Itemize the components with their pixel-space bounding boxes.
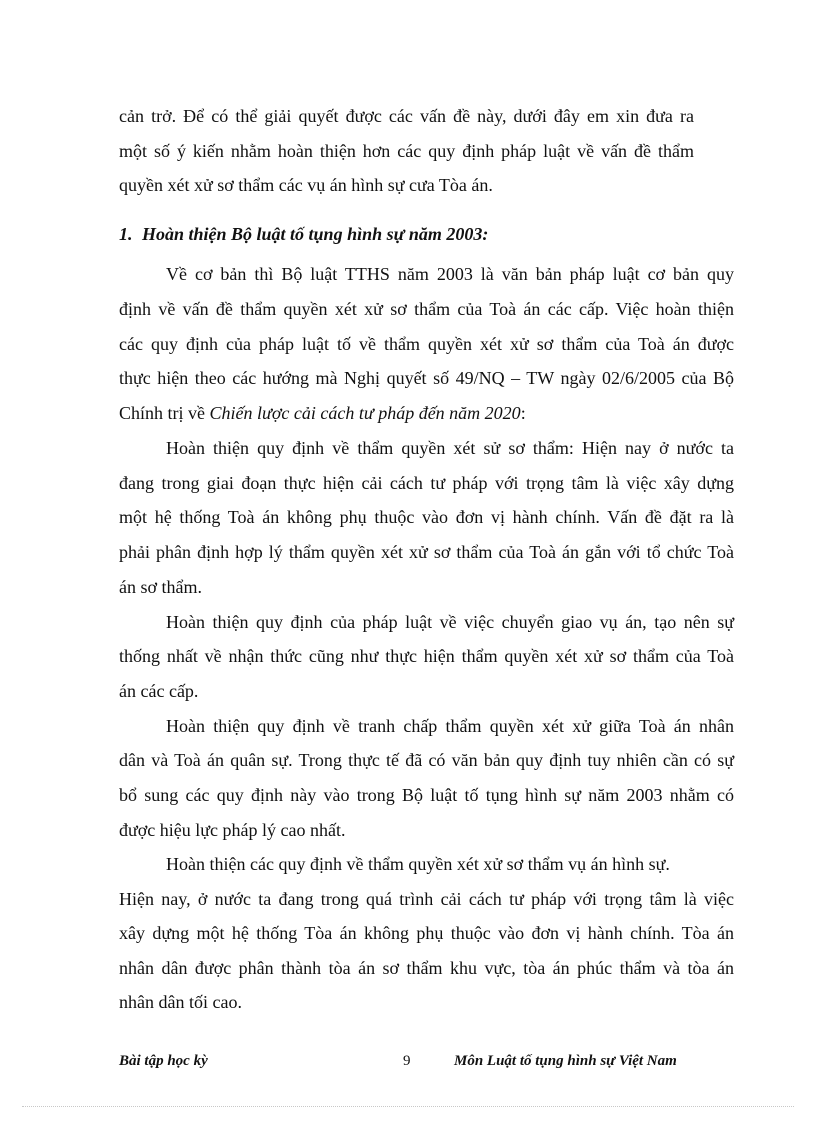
body-line: thống nhất về nhận thức cũng như thực hiện thẩm quyền xét xử sơ thẩm của Toà bbox=[119, 646, 734, 666]
body-line: được hiệu lực pháp lý cao nhất. bbox=[119, 820, 346, 840]
body-line: một số ý kiến nhằm hoàn thiện hơn các quy định pháp luật về vấn đề thẩm bbox=[119, 141, 694, 161]
footer-right: Môn Luật tố tụng hình sự Việt Nam bbox=[454, 1053, 677, 1069]
body-line: các quy định của pháp luật tố về thẩm quyền xét xử sơ thẩm của Toà án được bbox=[119, 334, 734, 354]
body-line: Hoàn thiện quy định về tranh chấp thẩm quyền xét xử giữa Toà án nhân bbox=[166, 716, 734, 736]
body-line: định về vấn đề thẩm quyền xét xử sơ thẩm của Toà án các cấp. Việc hoàn thiện bbox=[119, 299, 734, 319]
body-line: nhân dân tối cao. bbox=[119, 992, 242, 1012]
body-text: Chính trị về bbox=[119, 403, 210, 423]
body-line: một hệ thống Toà án không phụ thuộc vào đơn vị hành chính. Vấn đề đặt ra là bbox=[119, 507, 734, 527]
section-number: 1. bbox=[119, 224, 133, 244]
section-title: Hoàn thiện Bộ luật tố tụng hình sự năm 2003: bbox=[142, 224, 489, 244]
body-line: thực hiện theo các hướng mà Nghị quyết số 49/NQ – TW ngày 02/6/2005 của Bộ bbox=[119, 368, 734, 388]
body-line: cản trở. Để có thể giải quyết được các vấn đề này, dưới đây em xin đưa ra bbox=[119, 106, 694, 126]
body-line: đang trong giai đoạn thực hiện cải cách tư pháp với trọng tâm là việc xây dựng bbox=[119, 473, 734, 493]
section-heading bbox=[119, 224, 488, 245]
body-line: dân và Toà án quân sự. Trong thực tế đã có văn bản quy định tuy nhiên cần có sự bbox=[119, 750, 734, 770]
body-line: quyền xét xử sơ thẩm các vụ án hình sự cưa Tòa án. bbox=[119, 175, 493, 195]
body-line bbox=[119, 402, 526, 424]
footer-left: Bài tập học kỳ bbox=[119, 1053, 208, 1069]
body-line: Hiện nay, ở nước ta đang trong quá trình cải cách tư pháp với trọng tâm là việc bbox=[119, 889, 734, 909]
body-line: Hoàn thiện quy định về thẩm quyền xét sử sơ thẩm: Hiện nay ở nước ta bbox=[166, 438, 734, 458]
body-line: Hoàn thiện các quy định về thẩm quyền xét xử sơ thẩm vụ án hình sự. bbox=[166, 854, 670, 874]
body-line: Hoàn thiện quy định của pháp luật về việc chuyển giao vụ án, tạo nên sự bbox=[166, 612, 734, 632]
page-number: 9 bbox=[403, 1053, 411, 1069]
body-line: nhân dân được phân thành tòa án sơ thẩm khu vực, tòa án phúc thẩm và tòa án bbox=[119, 958, 734, 978]
body-line: án các cấp. bbox=[119, 681, 199, 701]
body-line: án sơ thẩm. bbox=[119, 577, 203, 597]
body-line: xây dựng một hệ thống Tòa án không phụ thuộc vào đơn vị hành chính. Tòa án bbox=[119, 923, 734, 943]
body-line: Về cơ bản thì Bộ luật TTHS năm 2003 là văn bản pháp luật cơ bản quy bbox=[166, 264, 734, 284]
page-bottom-divider bbox=[22, 1106, 794, 1107]
body-text: : bbox=[520, 403, 526, 423]
strategy-title: Chiến lược cải cách tư pháp đến năm 2020 bbox=[209, 403, 521, 423]
body-line: phải phân định hợp lý thẩm quyền xét xử sơ thẩm của Toà án gắn với tổ chức Toà bbox=[119, 542, 734, 562]
body-line: bổ sung các quy định này vào trong Bộ luật tố tụng hình sự năm 2003 nhằm có bbox=[119, 785, 734, 805]
